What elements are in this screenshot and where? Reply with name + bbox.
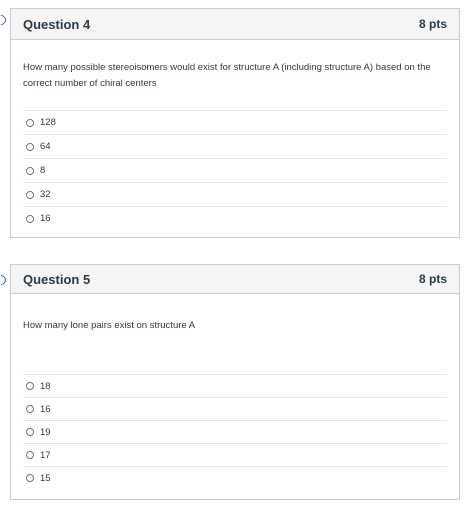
answer-option[interactable] [23,443,447,466]
answer-label: 18 [40,380,51,392]
answer-label: 32 [40,189,51,200]
question-points: 8 pts [418,17,447,31]
radio-button-icon[interactable] [26,474,34,482]
radio-button-icon[interactable] [26,215,34,223]
question-title: Question 5 [23,271,91,287]
answer-option[interactable] [23,397,447,420]
answer-label: 16 [40,403,51,415]
question-nav-marker-icon[interactable] [0,273,8,287]
answer-label: 128 [40,117,56,128]
answer-label: 15 [40,472,51,484]
question-card-4 [10,8,460,238]
question-header [11,265,459,294]
answer-label: 8 [40,165,46,176]
answer-label: 17 [40,449,51,461]
question-text: How many lone pairs exist on structure A [23,320,196,331]
question-card-5 [10,264,460,500]
radio-button-icon[interactable] [26,451,34,459]
answer-label: 64 [40,141,51,152]
answer-label: 19 [40,426,51,438]
answer-list [23,374,447,489]
answer-option[interactable] [23,182,447,206]
answer-option[interactable] [23,110,447,134]
radio-button-icon[interactable] [26,167,34,175]
question-header [11,9,459,40]
question-nav-marker-icon[interactable] [0,13,8,27]
answer-label: 16 [40,213,51,224]
question-title: Question 4 [23,16,91,32]
answer-option[interactable] [23,158,447,182]
answer-option[interactable] [23,206,447,230]
answer-option[interactable] [23,134,447,158]
question-text: How many possible stereoisomers would exist for structure A (including structure A) based on the correct number of chiral centers [23,62,431,89]
radio-button-icon[interactable] [26,119,34,127]
answer-option[interactable] [23,466,447,489]
radio-button-icon[interactable] [26,382,34,390]
answer-option[interactable] [23,374,447,397]
radio-button-icon[interactable] [26,191,34,199]
radio-button-icon[interactable] [26,405,34,413]
answer-option[interactable] [23,420,447,443]
question-points: 8 pts [418,272,447,286]
answer-list [23,110,447,230]
radio-button-icon[interactable] [26,143,34,151]
radio-button-icon[interactable] [26,428,34,436]
